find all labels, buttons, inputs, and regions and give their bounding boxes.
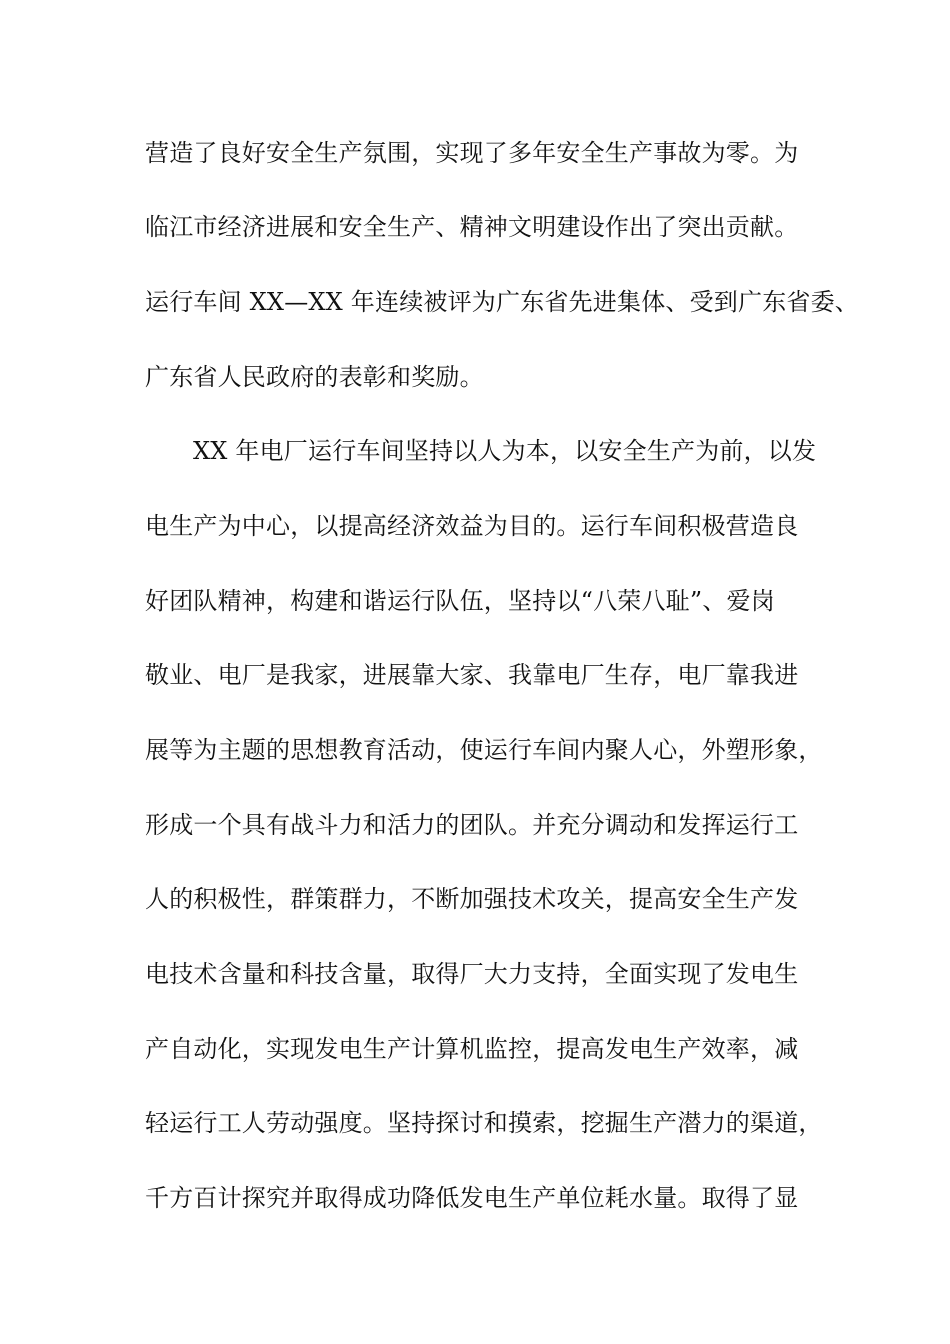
paragraph-1-line-4: 广东省人民政府的表彰和奖励。 xyxy=(145,363,484,391)
paragraph-2-line-2: 电生产为中心，以提高经济效益为目的。运行车间积极营造良 xyxy=(145,512,799,540)
paragraph-2-line-4: 敬业、电厂是我家，进展靠大家、我靠电厂生存，电厂靠我进 xyxy=(145,661,799,689)
paragraph-2-line-11: 千方百计探究并取得成功降低发电生产单位耗水量。取得了显 xyxy=(145,1184,799,1212)
paragraph-1-line-2: 临江市经济进展和安全生产、精神文明建设作出了突出贡献。 xyxy=(145,213,799,241)
paragraph-2-line-9: 产自动化，实现发电生产计算机监控，提高发电生产效率，减 xyxy=(145,1035,799,1063)
paragraph-2-line-1: XX 年电厂运行车间坚持以人为本，以安全生产为前，以发 xyxy=(193,437,817,465)
paragraph-1-line-1: 营造了良好安全生产氛围，实现了多年安全生产事故为零。为 xyxy=(145,139,799,167)
paragraph-2-line-5: 展等为主题的思想教育活动，使运行车间内聚人心，外塑形象， xyxy=(145,736,823,764)
paragraph-2-line-6: 形成一个具有战斗力和活力的团队。并充分调动和发挥运行工 xyxy=(145,811,799,839)
paragraph-2-line-10: 轻运行工人劳动强度。坚持探讨和摸索，挖掘生产潜力的渠道， xyxy=(145,1109,823,1137)
paragraph-2-line-7: 人的积极性，群策群力，不断加强技术攻关，提高安全生产发 xyxy=(145,885,799,913)
paragraph-1-line-3: 运行车间 XX—XX 年连续被评为广东省先进集体、受到广东省委、 xyxy=(145,288,859,316)
paragraph-2-line-3: 好团队精神，构建和谐运行队伍，坚持以“八荣八耻”、爱岗 xyxy=(145,587,775,615)
paragraph-2-line-8: 电技术含量和科技含量，取得厂大力支持，全面实现了发电生 xyxy=(145,960,799,988)
